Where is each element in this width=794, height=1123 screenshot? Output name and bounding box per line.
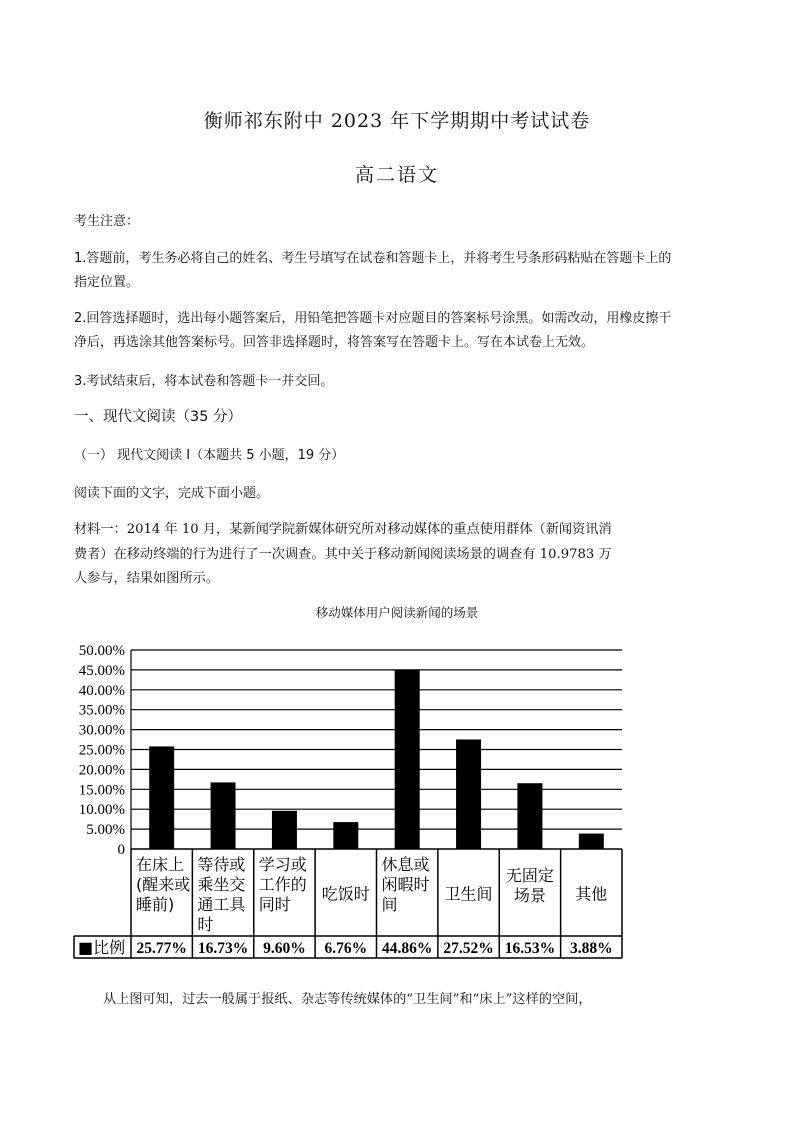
y-tick-label: 35.00% xyxy=(78,702,125,719)
material-line-2: 费者）在移动终端的行为进行了一次调查。其中关于移动新闻阅读场景的调查有 10.9783 万 xyxy=(74,547,612,562)
category-label: 通工具 xyxy=(197,895,246,914)
y-tick-label: 45.00% xyxy=(78,662,125,679)
category-label: 吃饭时 xyxy=(321,884,370,904)
data-label: 16.53% xyxy=(504,940,556,957)
y-tick-label: 40.00% xyxy=(78,682,125,699)
bar xyxy=(211,782,236,849)
material-line-1: 材料一：2014 年 10 月，某新闻学院新媒体研究所对移动媒体的重点使用群体（新闻资讯消 xyxy=(74,522,612,537)
category-label: 闲暇时 xyxy=(381,875,430,894)
category-label: 同时 xyxy=(258,895,291,914)
bar xyxy=(517,783,542,849)
exam-title: 衡师祁东附中 2023 年下学期期中考试试卷 xyxy=(203,110,591,132)
notice-heading: 考生注意： xyxy=(74,214,140,229)
category-label: 其他 xyxy=(575,884,608,904)
bar xyxy=(456,739,481,849)
chart-title: 移动媒体用户阅读新闻的场景 xyxy=(315,605,479,620)
bar xyxy=(272,811,297,849)
bar xyxy=(395,670,420,849)
bar xyxy=(333,822,358,849)
data-label: 25.77% xyxy=(136,940,187,957)
category-label: 在床上 xyxy=(136,855,185,874)
category-label: 卫生间 xyxy=(444,884,493,904)
y-tick-label: 25.00% xyxy=(78,742,125,759)
data-label: 27.52% xyxy=(443,940,494,957)
y-tick-label: 15.00% xyxy=(78,782,125,799)
category-label: 等待或 xyxy=(197,855,246,874)
section-heading: 一、现代文阅读（35 分） xyxy=(74,409,243,425)
data-label: 16.73% xyxy=(197,940,249,957)
notice-item-2-line-1: 2.回答选择题时，选出每小题答案后，用铅笔把答题卡对应题目的答案标号涂黑。如需改动，用橡皮擦干 xyxy=(74,311,672,326)
notice-item-1-line-2: 指定位置。 xyxy=(74,275,140,290)
sub-section-heading: （一） 现代文阅读 I（本题共 5 小题，19 分） xyxy=(74,448,345,463)
after-chart-paragraph: 从上图可知，过去一般属于报纸、杂志等传统媒体的“卫生间”和“床上”这样的空间， xyxy=(103,992,592,1007)
exam-subject: 高二语文 xyxy=(354,164,439,186)
reading-instruction: 阅读下面的文字，完成下面小题。 xyxy=(74,486,270,501)
category-label: 睡前) xyxy=(136,895,175,914)
category-label: 乘坐交 xyxy=(197,875,246,894)
y-tick-label: 0 xyxy=(117,842,125,858)
category-label: 场景 xyxy=(513,886,546,905)
y-tick-label: 50.00% xyxy=(78,643,125,659)
data-label: 6.76% xyxy=(324,940,368,957)
legend-label: ■比例 xyxy=(78,938,126,957)
data-label: 44.86% xyxy=(382,940,433,957)
category-label: 学习或 xyxy=(258,855,307,874)
data-label: 9.60% xyxy=(263,940,306,957)
data-label: 3.88% xyxy=(570,940,613,957)
bar xyxy=(149,746,174,849)
notice-item-1-line-1: 1.答题前，考生务必将自己的姓名、考生号填写在试卷和答题卡上，并将考生号条形码粘贴在答题卡上的 xyxy=(74,251,672,266)
category-label: (醒来或 xyxy=(136,875,191,894)
y-tick-label: 20.00% xyxy=(78,762,125,779)
notice-item-2-line-2: 净后，再选涂其他答案标号。回答非选择题时，将答案写在答题卡上。写在本试卷上无效。 xyxy=(74,335,595,350)
y-tick-label: 5.00% xyxy=(86,822,125,839)
category-label: 工作的 xyxy=(258,875,307,894)
bar xyxy=(579,834,604,849)
notice-item-3: 3.考试结束后，将本试卷和答题卡一并交回。 xyxy=(74,374,334,389)
category-label: 间 xyxy=(381,895,398,914)
category-label: 休息或 xyxy=(381,855,430,874)
y-tick-label: 30.00% xyxy=(78,722,125,739)
category-label: 无固定 xyxy=(505,866,554,885)
material-line-3: 人参与，结果如图所示。 xyxy=(74,571,220,586)
category-label: 时 xyxy=(197,915,214,934)
y-tick-label: 10.00% xyxy=(78,802,125,819)
